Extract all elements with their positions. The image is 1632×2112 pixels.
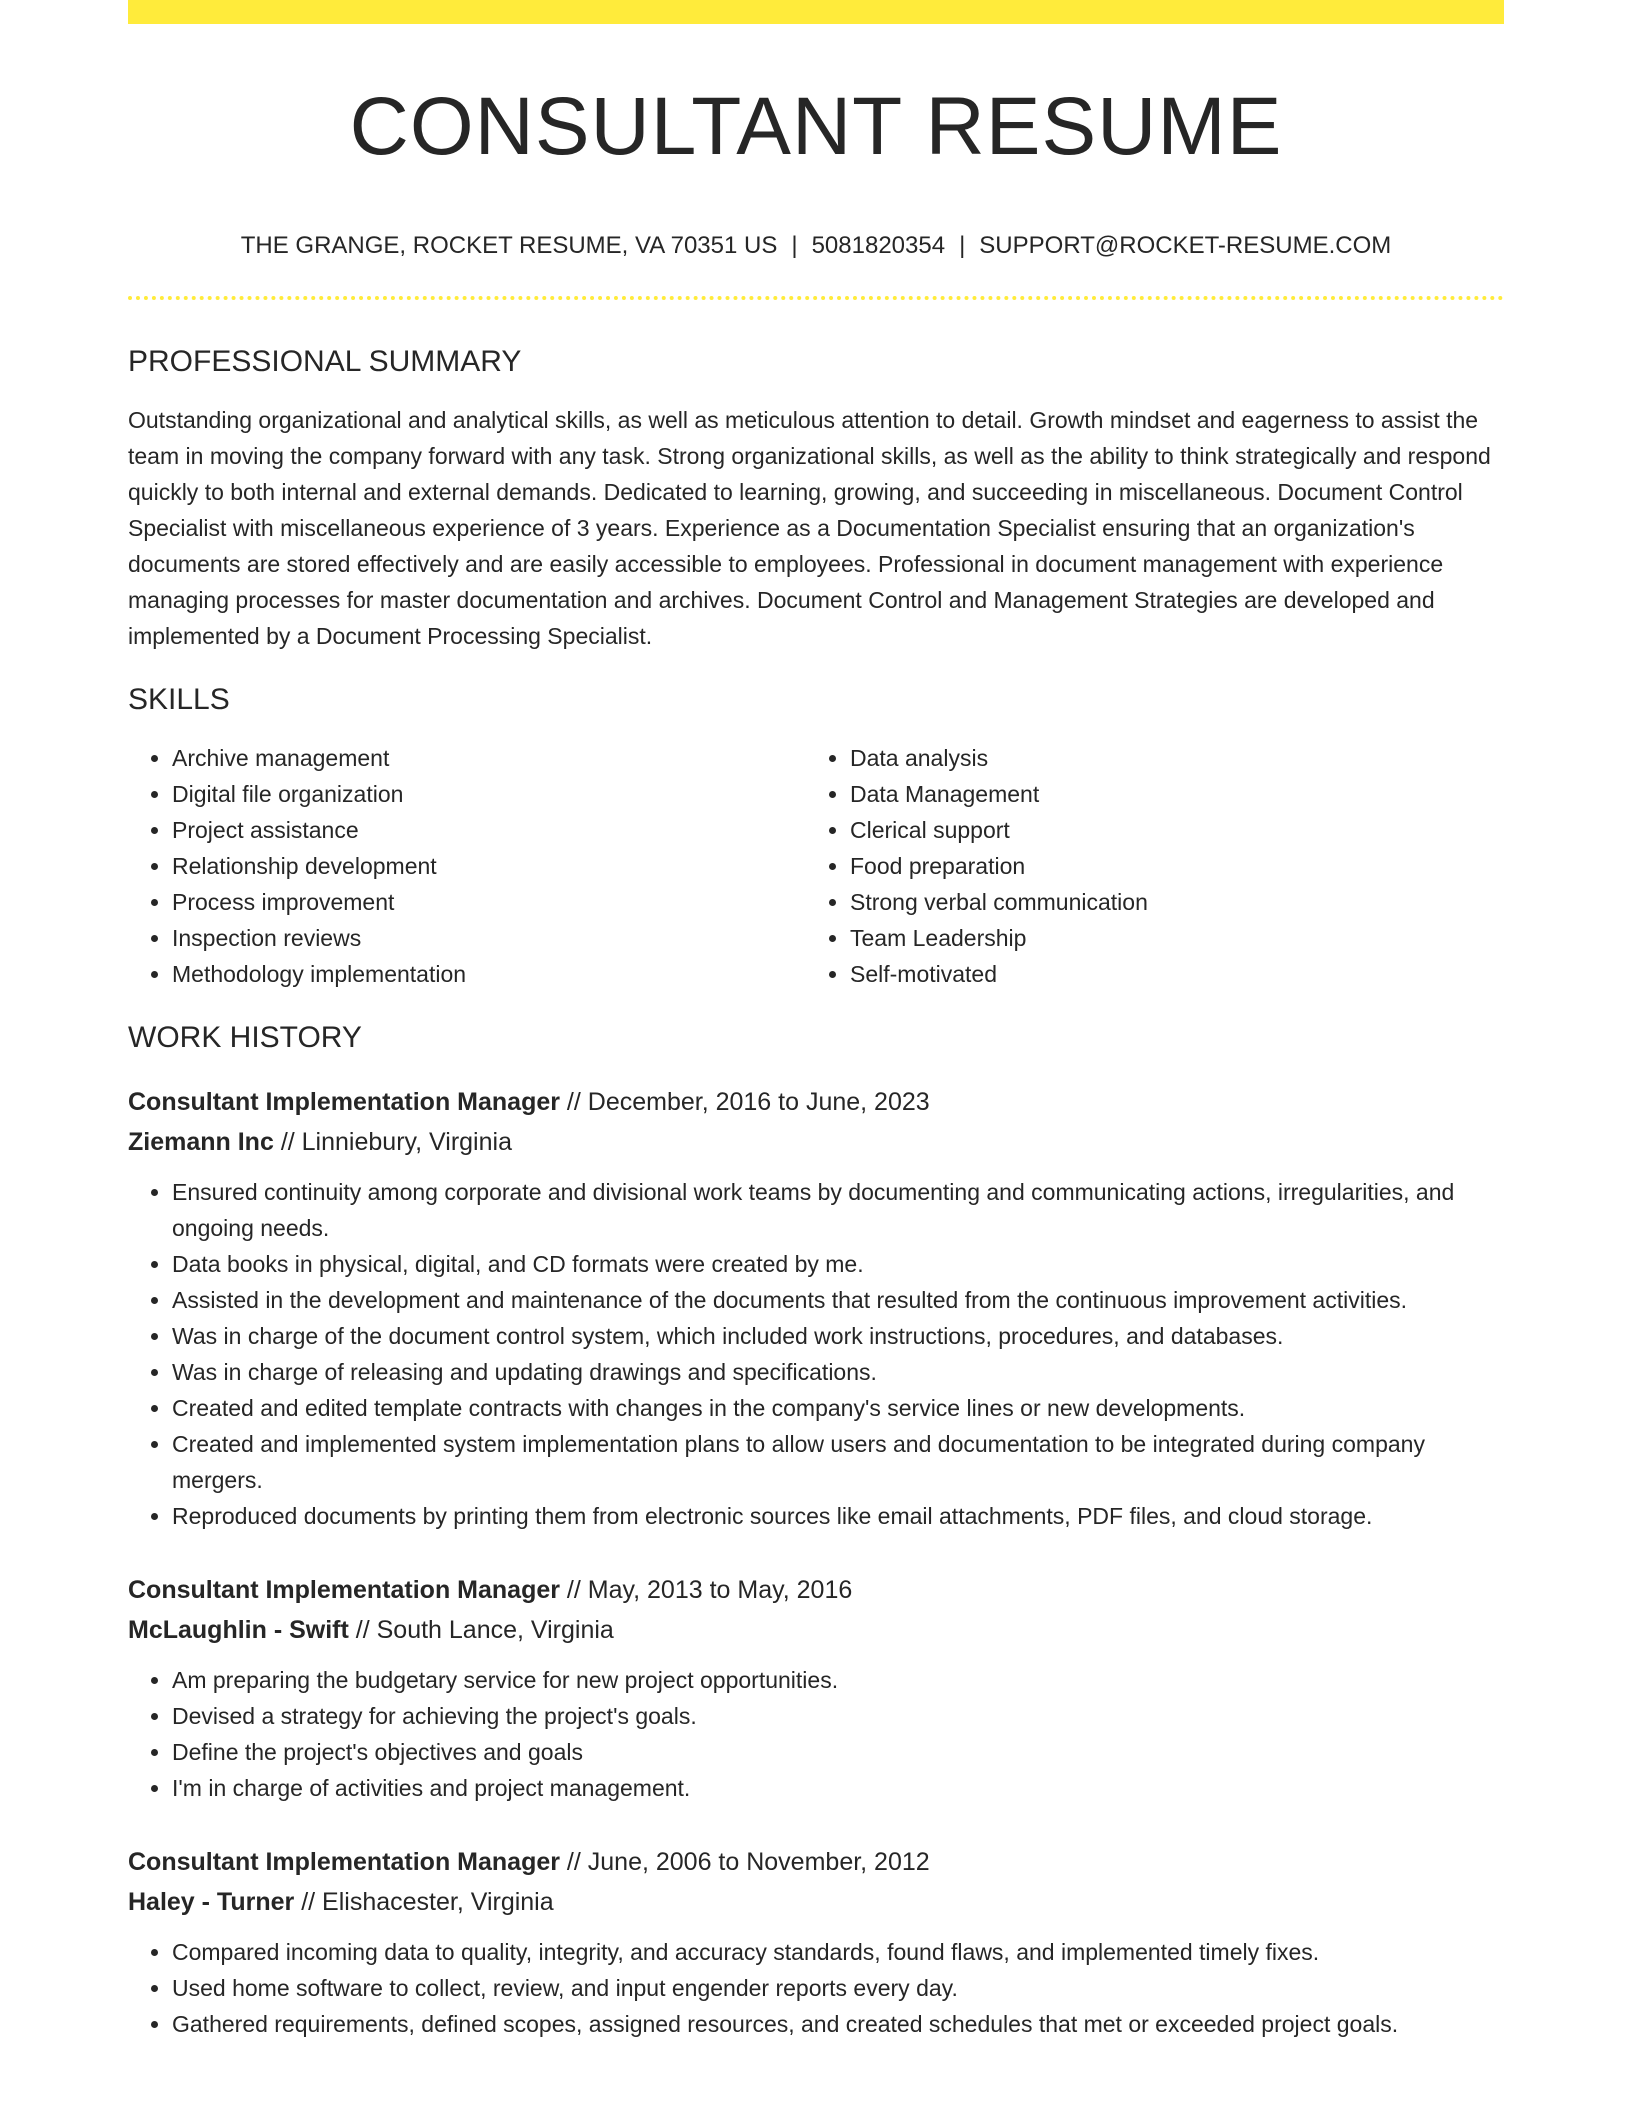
skill-item: • Team Leadership	[850, 920, 1484, 956]
job-duty: • Reproduced documents by printing them from electronic sources like email attachments, PDF files, and cloud storage.	[172, 1498, 1504, 1534]
contact-address: THE GRANGE, ROCKET RESUME, VA 70351 US	[240, 232, 778, 259]
job-title-line	[128, 1842, 1504, 1882]
skill-item: • Project assistance	[172, 812, 806, 848]
skills-list	[128, 740, 1504, 992]
summary-heading: PROFESSIONAL SUMMARY	[128, 345, 522, 378]
skill-item: • Inspection reviews	[172, 920, 806, 956]
job-company: Ziemann Inc	[128, 1128, 274, 1156]
summary-text: Outstanding organizational and analytical skills, as well as meticulous attention to detail. Growth mindset and eagerness to assist the team in moving the company forward with any task. Strong organizational skills, as well as the ability to think strategically and respond quickly to both internal and external demands. Dedicated to learning, growing, and succeeding in miscellaneous. Document Control Specialist with miscellaneous experience of 3 years. Experience as a Documentation Specialist ensuring that an organization's documents are stored effectively and are easily accessible to employees. Professional in document management with experience managing processes for master documentation and archives. Document Control and Management Strategies are developed and implemented by a Document Processing Specialist.	[128, 407, 1491, 649]
job-duty: • Am preparing the budgetary service for new project opportunities.	[172, 1662, 1504, 1698]
skills-column-left	[128, 740, 806, 992]
job-duty: • Define the project's objectives and goals	[172, 1734, 1504, 1770]
skill-item: • Methodology implementation	[172, 956, 806, 992]
skill-item: • Data analysis	[850, 740, 1484, 776]
job-company: Haley - Turner	[128, 1888, 295, 1916]
work-history-heading: WORK HISTORY	[128, 1021, 362, 1054]
contact-line	[128, 232, 1504, 260]
job-duty: • I'm in charge of activities and project management.	[172, 1770, 1504, 1806]
skill-item: • Food preparation	[850, 848, 1484, 884]
job-location: // South Lance, Virginia	[348, 1616, 614, 1644]
job-title: Consultant Implementation Manager	[128, 1576, 560, 1604]
skill-item: • Relationship development	[172, 848, 806, 884]
contact-separator: |	[791, 232, 798, 259]
job-location: // Elishacester, Virginia	[294, 1888, 554, 1916]
skill-item: • Digital file organization	[172, 776, 806, 812]
job-title: Consultant Implementation Manager	[128, 1848, 560, 1876]
job-dates: // May, 2013 to May, 2016	[559, 1576, 853, 1604]
job-entry	[128, 1082, 1504, 1534]
job-entry	[128, 1842, 1504, 2042]
job-company: McLaughlin - Swift	[128, 1616, 349, 1644]
contact-phone: 5081820354	[811, 232, 946, 259]
job-duty: • Used home software to collect, review, and input engender reports every day.	[172, 1970, 1504, 2006]
job-title-line	[128, 1082, 1504, 1122]
skill-item: • Archive management	[172, 740, 806, 776]
job-dates: // December, 2016 to June, 2023	[559, 1088, 930, 1116]
job-dates: // June, 2006 to November, 2012	[559, 1848, 930, 1876]
job-duty: • Created and implemented system implementation plans to allow users and documentation to be integrated during company mergers.	[172, 1426, 1504, 1498]
resume-title: CONSULTANT RESUME	[349, 81, 1283, 172]
job-duty: • Was in charge of the document control system, which included work instructions, procedures, and databases.	[172, 1318, 1504, 1354]
job-title: Consultant Implementation Manager	[128, 1088, 560, 1116]
contact-separator: |	[959, 232, 966, 259]
job-duty: • Data books in physical, digital, and CD formats were created by me.	[172, 1246, 1504, 1282]
skill-item: • Process improvement	[172, 884, 806, 920]
skill-item: • Data Management	[850, 776, 1484, 812]
skills-heading: SKILLS	[128, 683, 230, 716]
job-duty: • Ensured continuity among corporate and divisional work teams by documenting and communicating actions, irregularities, and ongoing needs.	[172, 1174, 1504, 1246]
job-title-line	[128, 1570, 1504, 1610]
contact-email: SUPPORT@ROCKET-RESUME.COM	[979, 232, 1392, 259]
skills-column-right	[806, 740, 1484, 992]
job-duty: • Assisted in the development and maintenance of the documents that resulted from the continuous improvement activities.	[172, 1282, 1504, 1318]
skill-item: • Strong verbal communication	[850, 884, 1484, 920]
job-duty: • Compared incoming data to quality, integrity, and accuracy standards, found flaws, and implemented timely fixes.	[172, 1934, 1504, 1970]
job-duties	[128, 1934, 1504, 2042]
job-duties	[128, 1174, 1504, 1534]
skill-item: • Clerical support	[850, 812, 1484, 848]
job-company-line	[128, 1882, 1504, 1922]
job-duty: • Created and edited template contracts with changes in the company's service lines or new developments.	[172, 1390, 1504, 1426]
job-entry	[128, 1570, 1504, 1806]
job-company-line	[128, 1610, 1504, 1650]
resume-page	[128, 0, 1504, 2042]
skill-item: • Self-motivated	[850, 956, 1484, 992]
job-duties	[128, 1662, 1504, 1806]
job-company-line	[128, 1122, 1504, 1162]
top-accent-bar	[128, 0, 1504, 24]
job-duty: • Devised a strategy for achieving the project's goals.	[172, 1698, 1504, 1734]
header-divider	[128, 296, 1504, 300]
job-location: // Linniebury, Virginia	[273, 1128, 512, 1156]
job-duty: • Gathered requirements, defined scopes, assigned resources, and created schedules that met or exceeded project goals.	[172, 2006, 1504, 2042]
job-duty: • Was in charge of releasing and updating drawings and specifications.	[172, 1354, 1504, 1390]
